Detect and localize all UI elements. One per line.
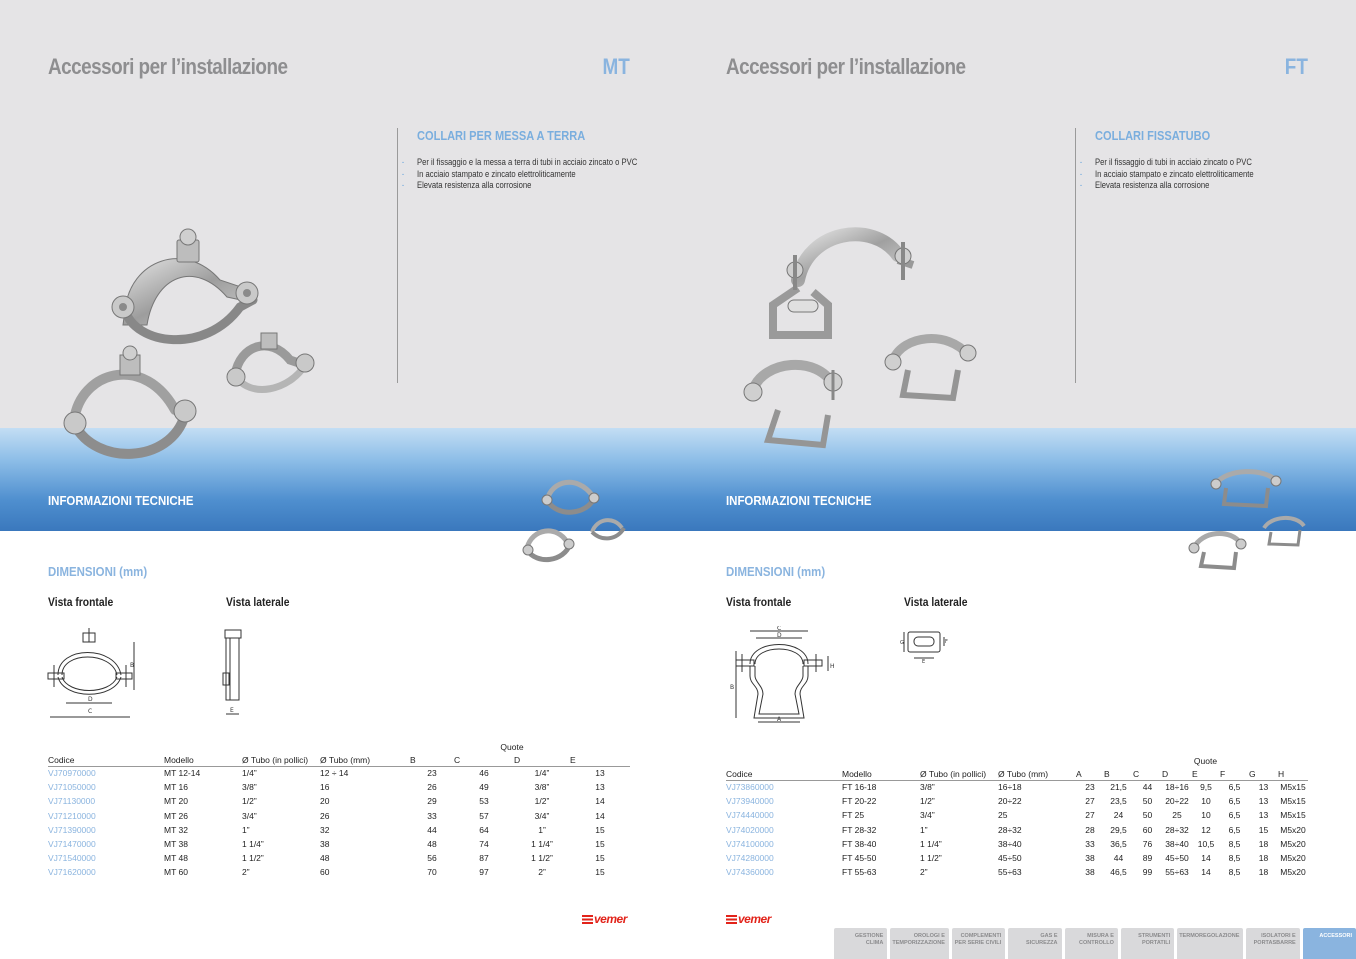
table-cell: 1” — [242, 824, 250, 835]
table-cell: 18 — [1258, 838, 1269, 849]
table-cell: 6,5 — [1228, 824, 1241, 835]
feature-item: - Per il fissaggio e la messa a terra di tubi in acciaio zincato o PVC — [417, 157, 604, 169]
product-code-cell[interactable]: VJ74100000 — [726, 838, 774, 849]
tab-misura[interactable]: MISURA E CONTROLLO — [1065, 928, 1118, 959]
table-cell: 55÷63 — [998, 867, 1022, 878]
table-cell: 14 — [1201, 853, 1211, 864]
table-cell: 76 — [1142, 838, 1153, 849]
table-row — [726, 780, 1308, 794]
table-cell: 26 — [427, 782, 437, 793]
front-view-label: Vista frontale — [48, 595, 114, 609]
table-cell: FT 28-32 — [842, 824, 877, 835]
svg-text:H: H — [830, 663, 835, 670]
product-code-cell[interactable]: VJ71620000 — [48, 867, 96, 878]
front-view-drawing — [728, 626, 838, 726]
product-photo-ft — [733, 210, 1033, 465]
table-cell: MT 26 — [164, 810, 188, 821]
table-cell: 14 — [595, 796, 605, 807]
column-header: Modello — [842, 768, 920, 780]
table-cell: 1/2” — [920, 796, 935, 807]
vemer-logo: vemer — [726, 912, 771, 926]
table-cell: 38 — [1085, 867, 1095, 878]
table-cell: 29,5 — [1110, 824, 1127, 835]
table-cell: 13 — [1258, 810, 1269, 821]
table-cell: 89 — [1142, 853, 1153, 864]
svg-text:D: D — [88, 696, 93, 703]
svg-text:B: B — [730, 684, 735, 691]
table-cell: MT 20 — [164, 796, 188, 807]
feature-list — [1095, 157, 1315, 192]
feature-item: - Elevata resistenza alla corrosione — [417, 180, 604, 192]
product-description — [1075, 128, 1315, 383]
table-row — [726, 808, 1308, 822]
table-cell: 38 — [1085, 853, 1095, 864]
product-code: MT — [602, 54, 630, 79]
product-description — [397, 128, 637, 383]
table-cell: FT 55-63 — [842, 867, 877, 878]
table-cell: 1/4” — [242, 768, 257, 779]
table-cell: 60 — [1142, 824, 1153, 835]
table-cell: 20÷22 — [998, 796, 1022, 807]
table-cell: 1 1/4” — [920, 838, 942, 849]
table-cell: 2” — [920, 867, 928, 878]
table-cell: M5x20 — [1280, 838, 1306, 849]
table-cell: 55÷63 — [1165, 867, 1189, 878]
table-cell: 2” — [538, 867, 546, 878]
table-cell: 38÷40 — [998, 838, 1022, 849]
table-cell: 3/4” — [920, 810, 935, 821]
side-view-label: Vista laterale — [904, 595, 968, 609]
table-cell: 26 — [320, 810, 330, 821]
spec-table-body — [726, 780, 1308, 879]
column-header: D — [1162, 768, 1192, 780]
table-cell: 16 — [320, 782, 330, 793]
table-cell: 60 — [320, 867, 330, 878]
table-cell: M5x20 — [1280, 867, 1306, 878]
table-cell: 18÷16 — [1165, 782, 1189, 793]
side-view-label: Vista laterale — [226, 595, 290, 609]
page-title: Accessori per l’installazione — [48, 54, 288, 79]
table-cell: MT 60 — [164, 867, 188, 878]
table-cell: 13 — [595, 768, 605, 779]
table-cell: 20 — [320, 796, 330, 807]
quote-label: Quote — [1193, 756, 1218, 766]
front-view-label: Vista frontale — [726, 595, 792, 609]
svg-text:C: C — [88, 708, 93, 715]
table-row — [48, 809, 630, 823]
section-title-technical-info: INFORMAZIONI TECNICHE — [726, 493, 872, 508]
table-cell: M5x15 — [1280, 810, 1306, 821]
table-cell: 1” — [920, 824, 928, 835]
table-cell: 1 1/4” — [531, 839, 553, 850]
product-code-cell[interactable]: VJ71540000 — [48, 853, 96, 864]
feature-item: - In acciaio stampato e zincato elettroliticamente — [417, 169, 604, 181]
product-code-cell[interactable]: VJ74360000 — [726, 867, 774, 878]
table-row — [48, 794, 630, 808]
product-code-cell[interactable]: VJ71470000 — [48, 839, 96, 850]
product-title: COLLARI PER MESSA A TERRA — [417, 128, 586, 143]
table-cell: 74 — [479, 839, 489, 850]
spec-table-body — [48, 766, 630, 880]
column-header: C — [1133, 768, 1162, 780]
category-tabs — [834, 928, 1356, 959]
table-cell: 28÷32 — [998, 824, 1022, 835]
page-title: Accessori per l’installazione — [726, 54, 966, 79]
table-cell: 46 — [479, 768, 489, 779]
table-cell: 18 — [1258, 853, 1269, 864]
feature-list — [417, 157, 637, 192]
column-header: Ø Tubo (mm) — [320, 754, 410, 766]
spec-table-mt — [48, 740, 630, 880]
table-cell: 45÷50 — [1165, 853, 1189, 864]
table-cell: 33 — [427, 810, 437, 821]
feature-item: - Elevata resistenza alla corrosione — [1095, 180, 1282, 192]
product-code-cell[interactable]: VJ70970000 — [48, 768, 96, 779]
tab-gas[interactable]: GAS E SICUREZZA — [1008, 928, 1061, 959]
table-cell: FT 45-50 — [842, 853, 877, 864]
table-row — [48, 766, 630, 780]
column-header: G — [1249, 768, 1278, 780]
column-header: E — [1192, 768, 1220, 780]
table-row — [726, 794, 1308, 808]
product-code-cell[interactable]: VJ73940000 — [726, 796, 774, 807]
table-cell: 12 — [1201, 824, 1211, 835]
page-ft — [678, 0, 1356, 959]
product-code-cell[interactable]: VJ74440000 — [726, 810, 774, 821]
table-cell: FT 20-22 — [842, 796, 877, 807]
table-cell: 25 — [998, 810, 1008, 821]
table-cell: 13 — [595, 782, 605, 793]
front-view-drawing — [46, 625, 141, 720]
table-cell: 1/2” — [242, 796, 257, 807]
table-cell: 10 — [1201, 810, 1211, 821]
side-view-drawing — [220, 628, 250, 720]
column-header: H — [1278, 768, 1308, 780]
table-cell: 27 — [1085, 796, 1095, 807]
spec-table-ft — [726, 754, 1308, 879]
table-cell: 23 — [427, 768, 437, 779]
table-cell: 99 — [1142, 867, 1153, 878]
section-title-technical-info: INFORMAZIONI TECNICHE — [48, 493, 194, 508]
table-cell: 2” — [242, 867, 250, 878]
table-cell: 15 — [1258, 824, 1269, 835]
feature-item: - In acciaio stampato e zincato elettroliticamente — [1095, 169, 1282, 181]
product-code-cell[interactable]: VJ71130000 — [48, 796, 96, 807]
svg-text:G: G — [900, 640, 904, 646]
tab-gestione[interactable]: GESTIONE CLIMA — [834, 928, 887, 959]
table-cell: 21,5 — [1110, 782, 1127, 793]
table-cell: 1” — [538, 824, 546, 835]
table-row — [48, 865, 630, 879]
table-row — [48, 837, 630, 851]
quote-label: Quote — [500, 742, 524, 752]
feature-item: - Per il fissaggio di tubi in acciaio zincato o PVC — [1095, 157, 1282, 169]
table-cell: 29 — [427, 796, 437, 807]
table-cell: 12 ÷ 14 — [320, 768, 349, 779]
table-cell: 36,5 — [1110, 838, 1127, 849]
table-cell: 70 — [427, 867, 437, 878]
table-row — [726, 837, 1308, 851]
table-cell: 8,5 — [1228, 838, 1241, 849]
table-cell: M5x20 — [1280, 853, 1306, 864]
table-cell: 24 — [1113, 810, 1124, 821]
svg-text:F: F — [945, 639, 948, 645]
table-cell: 3/8” — [534, 782, 550, 793]
table-cell: 97 — [479, 867, 489, 878]
table-row — [726, 851, 1308, 865]
table-cell: MT 16 — [164, 782, 188, 793]
table-cell: MT 12-14 — [164, 768, 201, 779]
column-header: D — [514, 754, 570, 766]
table-cell: 23,5 — [1110, 796, 1127, 807]
table-cell: 15 — [595, 839, 605, 850]
product-code-cell[interactable]: VJ74020000 — [726, 824, 774, 835]
table-cell: 8,5 — [1228, 853, 1241, 864]
table-cell: 6,5 — [1228, 782, 1241, 793]
table-cell: 56 — [427, 853, 437, 864]
table-cell: 16÷18 — [998, 782, 1022, 793]
table-cell: 46,5 — [1110, 867, 1127, 878]
table-cell: 1 1/2” — [920, 853, 942, 864]
table-cell: 64 — [479, 824, 489, 835]
column-header: E — [570, 754, 630, 766]
table-cell: FT 38-40 — [842, 838, 877, 849]
table-cell: 57 — [479, 810, 489, 821]
table-cell: MT 38 — [164, 839, 188, 850]
table-cell: 44 — [1142, 782, 1153, 793]
table-cell: 18 — [1258, 867, 1269, 878]
table-cell: 1 1/2” — [242, 853, 264, 864]
product-thumbnail-mt — [522, 470, 632, 565]
product-code-cell[interactable]: VJ71390000 — [48, 824, 96, 835]
table-row — [48, 823, 630, 837]
column-header: Modello — [164, 754, 242, 766]
table-cell: 10 — [1201, 796, 1211, 807]
column-header: B — [1104, 768, 1133, 780]
product-photo-mt — [55, 225, 340, 465]
svg-text:B: B — [130, 662, 135, 669]
table-cell: 48 — [427, 839, 437, 850]
table-cell: MT 48 — [164, 853, 188, 864]
column-header: Codice — [726, 768, 842, 780]
table-cell: 3/8” — [920, 782, 935, 793]
tab-accessori[interactable]: ACCESSORI — [1303, 928, 1356, 959]
product-code-cell[interactable]: VJ73860000 — [726, 782, 774, 793]
table-cell: 10,5 — [1197, 838, 1215, 849]
table-cell: 48 — [320, 853, 330, 864]
column-header: Ø Tubo (in pollici) — [920, 768, 998, 780]
table-cell: 38÷40 — [1165, 838, 1189, 849]
table-cell: 1 1/2” — [531, 853, 553, 864]
column-header: F — [1220, 768, 1249, 780]
column-header: C — [454, 754, 514, 766]
table-cell: 28÷32 — [1165, 824, 1189, 835]
table-cell: 3/4” — [242, 810, 257, 821]
table-cell: M5x15 — [1280, 782, 1306, 793]
table-cell: 45÷50 — [998, 853, 1022, 864]
table-cell: 15 — [595, 853, 605, 864]
column-header: Ø Tubo (in pollici) — [242, 754, 320, 766]
table-cell: 14 — [1201, 867, 1211, 878]
table-cell: 1/2” — [534, 796, 550, 807]
table-cell: 23 — [1085, 782, 1095, 793]
table-cell: M5x15 — [1280, 796, 1306, 807]
table-cell: FT 16-18 — [842, 782, 877, 793]
product-code-cell[interactable]: VJ71210000 — [48, 810, 96, 821]
tab-complementi[interactable]: COMPLEMENTI PER SERIE CIVILI — [952, 928, 1005, 959]
table-row — [48, 780, 630, 794]
tab-strumenti[interactable]: STRUMENTI PORTATILI — [1121, 928, 1174, 959]
product-thumbnail-ft — [1186, 466, 1316, 576]
tab-isolatori[interactable]: ISOLATORI E PORTASBARRE — [1246, 928, 1299, 959]
table-cell: 1 1/4” — [242, 839, 264, 850]
table-cell: 13 — [1258, 782, 1269, 793]
table-cell: 14 — [595, 810, 605, 821]
column-header: B — [410, 754, 454, 766]
table-cell: FT 25 — [842, 810, 865, 821]
column-header: Codice — [48, 754, 164, 766]
table-row — [726, 823, 1308, 837]
tab-termoregolazione[interactable]: TERMOREGOLAZIONE — [1177, 928, 1243, 959]
table-cell: 25 — [1172, 810, 1182, 821]
table-cell: MT 32 — [164, 824, 188, 835]
vemer-logo: vemer — [582, 912, 627, 926]
table-cell: 9,5 — [1200, 782, 1212, 793]
table-row — [726, 865, 1308, 879]
svg-text:D: D — [777, 632, 782, 639]
table-cell: 32 — [320, 824, 330, 835]
product-code: FT — [1284, 54, 1308, 79]
table-cell: 49 — [479, 782, 489, 793]
table-cell: 3/4” — [534, 810, 550, 821]
table-cell: 44 — [1113, 853, 1124, 864]
table-cell: 3/8” — [242, 782, 257, 793]
table-cell: 50 — [1142, 810, 1153, 821]
table-cell: 20÷22 — [1165, 796, 1189, 807]
table-cell: 6,5 — [1228, 796, 1241, 807]
table-cell: 50 — [1142, 796, 1153, 807]
dimensions-title: DIMENSIONI (mm) — [48, 564, 148, 579]
table-cell: 53 — [479, 796, 489, 807]
table-cell: 87 — [479, 853, 489, 864]
dimensions-title: DIMENSIONI (mm) — [726, 564, 826, 579]
column-header: A — [1076, 768, 1104, 780]
table-cell: 27 — [1085, 810, 1095, 821]
tab-orologi[interactable]: OROLOGI E TEMPORIZZAZIONE — [890, 928, 949, 959]
table-cell: 33 — [1085, 838, 1095, 849]
svg-text:C: C — [777, 626, 782, 632]
svg-text:E: E — [230, 707, 234, 714]
side-view-drawing — [900, 628, 950, 664]
table-cell: 15 — [595, 824, 605, 835]
product-code-cell[interactable]: VJ71050000 — [48, 782, 96, 793]
column-header: Ø Tubo (mm) — [998, 768, 1076, 780]
product-code-cell[interactable]: VJ74280000 — [726, 853, 774, 864]
table-cell: 1/4” — [534, 768, 550, 779]
table-cell: 13 — [1258, 796, 1269, 807]
table-cell: M5x20 — [1280, 824, 1306, 835]
svg-text:A: A — [777, 716, 782, 723]
table-cell: 38 — [320, 839, 330, 850]
svg-text:E: E — [922, 659, 926, 664]
table-cell: 6,5 — [1228, 810, 1241, 821]
product-title: COLLARI FISSATUBO — [1095, 128, 1211, 143]
table-cell: 8,5 — [1228, 867, 1241, 878]
table-cell: 44 — [427, 824, 437, 835]
table-cell: 15 — [595, 867, 605, 878]
table-row — [48, 851, 630, 865]
table-cell: 28 — [1085, 824, 1095, 835]
